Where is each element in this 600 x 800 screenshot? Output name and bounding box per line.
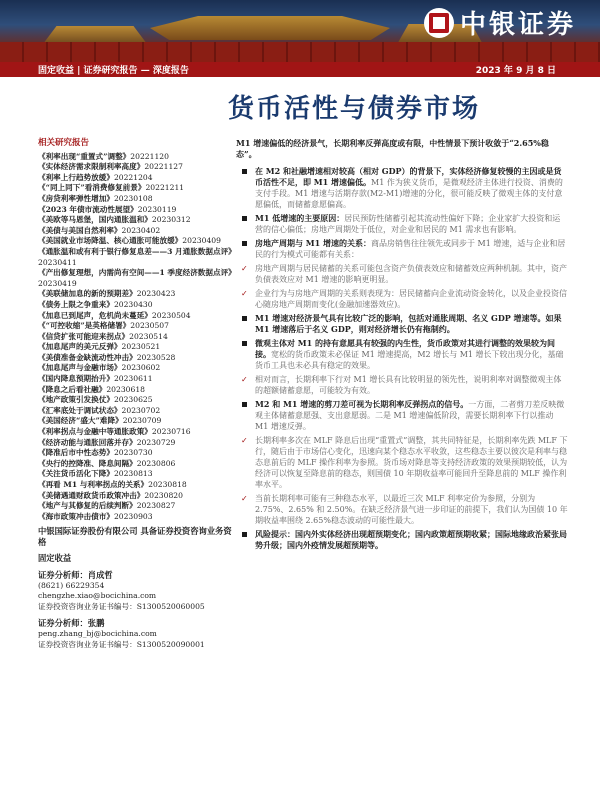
related-report-date: 20230402 (121, 225, 161, 235)
key-point-lead: 在 M2 和社融增速相对较高（相对 GDP）的背景下，实体经济修复较慢的主因或是货币活性不足，即 M1 增速偏低。 (255, 166, 562, 187)
related-report-title: 《再看 M1 与利率拐点的关系》 (38, 480, 149, 489)
key-point-lead: M1 低增速的主要原因： (255, 213, 345, 223)
related-report-date: 20230507 (130, 321, 169, 331)
related-report-date: 20230813 (113, 469, 153, 479)
palace-wall (0, 42, 600, 62)
related-report-item (38, 183, 232, 194)
related-report-date: 20230729 (136, 437, 176, 447)
report-ribbon (0, 62, 600, 77)
related-report-title: 《美债准备金缺流动性冲击》 (38, 352, 137, 362)
related-report-title: 《美储遇通财政货币政策冲击》 (38, 490, 145, 500)
key-point-lead: 微观主体对 M1 的持有意愿具有较强的内生性，货币政策对其进行调整的效果较为间接。 (255, 338, 555, 359)
analyst-email: chengzhe.xiao@bocichina.com (38, 591, 157, 601)
related-report-date: 20230818 (148, 480, 187, 489)
related-report-title: 《信贷扩张可能迎来拐点》 (38, 331, 130, 341)
related-heading: 相关研究报告 (38, 138, 90, 148)
sub-point (236, 288, 568, 310)
related-report-item (38, 300, 232, 311)
related-report-title: 《美联储加息的新的预期差》 (38, 289, 137, 299)
related-report-item (38, 194, 232, 205)
key-point-lead: M2 和 M1 增速的剪刀差可视为长期利率反弹拐点的信号。 (255, 399, 469, 409)
related-report-title: 《美国就业市场降温、核心通胀可能放缓》 (38, 236, 183, 246)
related-report-title: 《海市政策冲击债市》 (38, 511, 114, 521)
related-report-title: 《降准后市中性态势》 (38, 448, 114, 458)
related-report-date: 20230411 (38, 257, 77, 267)
key-point-text: 长期利率多次在 MLF 降息后出现“重置式”调整，其共同特征是，长期利率先跌 MLF 下行，随后由于市场信心变化，迅速向某个稳态水平收敛，这些稳态主要以彼次是利率与稳态息前后的 MLF 操作利率为参照。货币场对降息等支持经济政策的效果预期较低，认为经济可以恢复至降息前的稳态，则国债 10 年期收益率可能回升至降息前的 MLF 操作利率水平。 (255, 436, 568, 489)
sub-point (236, 263, 568, 285)
related-report-date: 20230430 (113, 299, 153, 309)
key-point-text: 房地产周期与居民储蓄的关系可能包含资产负债表效应和储蓄效应两种机制。其中，资产负债表效应对 M1 增速的影响更明显。 (255, 264, 567, 284)
related-report-item (38, 205, 232, 216)
related-report-item (38, 311, 232, 322)
key-point-lead: 房地产周期与 M1 增速的关系： (255, 238, 371, 248)
related-report-title: 《汇率底处于调试状态》 (38, 405, 122, 415)
key-point-lead: M1 增速对经济景气具有比较广泛的影响，包括对通胀周期、名义 GDP 增速等。如果 M1 增速落后于名义 GDP，则对经济增长仍有拖制约。 (255, 313, 562, 334)
related-report-item (38, 152, 232, 163)
related-report-date: 20230820 (144, 490, 183, 500)
related-report-date: 20230514 (129, 331, 168, 341)
analyst-name: 证券分析师：肖成哲 (38, 569, 113, 580)
main-content (236, 138, 568, 554)
related-report-item (38, 491, 232, 502)
related-report-title: 《地产政策引发换仗》 (38, 395, 114, 405)
key-point (236, 313, 568, 335)
related-report-date: 20230611 (113, 374, 153, 384)
related-report-title: 《地产与其修复的后续判断》 (38, 501, 137, 511)
related-report-title: 《美债与美国自然利率》 (38, 225, 122, 235)
industry-label: 固定收益 (38, 553, 72, 564)
related-report-item (38, 215, 232, 226)
related-report-item (38, 395, 232, 406)
related-report-item (38, 173, 232, 184)
related-report-title: 《“同上同下”看消费修复前景》 (38, 183, 146, 193)
related-report-item (38, 469, 232, 480)
related-report-date: 20230119 (137, 204, 177, 214)
related-report-date: 20230709 (122, 416, 162, 426)
related-report-item (38, 385, 232, 396)
key-point (236, 399, 568, 432)
related-report-date: 20230108 (113, 193, 153, 203)
page-title: 货币活性与债券市场 (228, 94, 481, 124)
left-sidebar (38, 138, 236, 650)
related-report-title: 《关注货币活化下降》 (38, 469, 114, 479)
related-report-title: 《房贷利率弹性增加》 (38, 193, 114, 203)
logo-text: 中银证券 (459, 10, 576, 40)
company-name: 中银国际证券股份有限公司 具备证券投资咨询业务资格 (38, 526, 232, 548)
related-report-date: 20230716 (151, 427, 191, 437)
related-report-item (38, 501, 232, 512)
key-point-text: 企业行为与房地产周期的关系则表现为：居民储蓄向企业流动资金转化，以及企业投资信心随房地产周期而变化(金融加速器效应)。 (255, 289, 567, 309)
key-points (236, 166, 568, 551)
related-report-date: 20230903 (113, 511, 153, 521)
related-report-date: 20230312 (151, 215, 191, 225)
key-point (236, 338, 568, 371)
key-point-text: 居民预防性储蓄引起其流动性偏好下降；企业家扩大投资和运营的信心偏低；房地产周期处于低位，对企业和居民的 M1 需求也有影响。 (255, 214, 561, 234)
related-report-item (38, 289, 232, 300)
related-report-title: 《降息之后看社融》 (38, 384, 107, 394)
key-point-text: 相对而言，长期利率下行对 M1 增长具有比较明显的领先性，说明利率对调整微观主体的超额储蓄意愿，可能较为有效。 (255, 375, 562, 395)
related-report-title: 《“可控收缩”是英格储署》 (38, 321, 131, 331)
related-report-title: 《加息已到尾声，危机尚未蔓延》 (38, 310, 152, 320)
related-report-item (38, 438, 232, 449)
related-report-date: 20230618 (106, 384, 145, 394)
related-report-date: 20230702 (121, 405, 161, 415)
related-report-item (38, 427, 232, 438)
related-report-date: 20221120 (130, 151, 169, 161)
related-report-date: 20230730 (113, 448, 153, 458)
related-report-title: 《经济动能与通胀回落并存》 (38, 437, 137, 447)
header-banner (0, 0, 600, 62)
key-point (236, 529, 568, 551)
sub-point (236, 435, 568, 490)
analyst-card (38, 618, 232, 650)
related-report-item (38, 226, 232, 237)
key-point-text: M1 作为狭义货币，是微观经济主体进行投资、消费的支付手段。M1 增速与活期存款(M2-M1)增速的分化，很可能反映了微观主体的支付意愿偏低，而储蓄意愿偏高。 (255, 178, 563, 209)
related-report-date: 20230806 (136, 458, 176, 468)
related-report-title: 《实体经济需求限制利率高度》 (38, 162, 145, 172)
sub-point (236, 374, 568, 396)
related-report-title: 《利率出现“重置式”调整》 (38, 151, 131, 161)
related-report-date: 20230827 (136, 501, 176, 511)
related-report-item (38, 406, 232, 417)
related-report-item (38, 374, 232, 385)
related-report-item (38, 448, 232, 459)
report-date: 2023 年 9 月 8 日 (475, 66, 556, 76)
related-report-item (38, 342, 232, 353)
related-report-title: 《利率拐点与金融中等通胀政策》 (38, 427, 152, 437)
analyst-phone: (8621) 66229354 (38, 580, 105, 590)
related-report-item (38, 416, 232, 427)
key-point (236, 213, 568, 235)
related-report-date: 20221127 (144, 162, 183, 172)
analyst-certificate: 证券投资咨询业务证书编号：S1300520060005 (38, 601, 205, 611)
analyst-email: peng.zhang_bj@bocichina.com (38, 628, 157, 638)
related-report-title: 《央行的控降准、降息间隔》 (38, 458, 137, 468)
palace-roof (150, 10, 390, 40)
related-report-date: 20221211 (145, 183, 185, 193)
related-report-item (38, 162, 232, 173)
related-report-title: 《美欧等马恩堡，国内通胀温和》 (38, 215, 152, 225)
key-point (236, 238, 568, 260)
related-report-item (38, 236, 232, 247)
related-report-date: 20230625 (113, 395, 153, 405)
related-report-date: 20221204 (113, 172, 153, 182)
related-report-date: 20230528 (136, 352, 176, 362)
key-point-lead: 风险提示：国内外实体经济出现超预期变化；国内政策超预期收紧；国际地缘政治紧张局势升级；国内外疫情发展超预期等。 (255, 529, 567, 550)
related-report-date: 20230409 (182, 236, 221, 246)
related-report-item (38, 459, 232, 470)
related-report-date: 20230419 (38, 278, 77, 288)
key-point-text: 商品房销售往往领先或同步于 M1 增速，适与企业和居民的行为模式可能都有关系： (255, 239, 566, 259)
key-point-text: 一方面，二者剪刀差反映微观主体储蓄意愿强、支出意愿弱。二是 M1 增速偏低阶段，需要长期利率下行以推动 M1 增速反弹。 (255, 400, 565, 431)
key-point-text: 宽松的货币政策未必保证 M1 增速提高，M2 增长与 M1 增长下较出现分化，基础货币工具也未必具有稳定的效果。 (255, 350, 564, 370)
related-report-date: 20230504 (151, 310, 191, 320)
related-report-title: 《债务上限之争重来》 (38, 299, 114, 309)
related-report-title: 《2023 年债市流动性展望》 (38, 204, 138, 214)
related-report-title: 《国内降息预期抬升》 (38, 374, 114, 384)
analyst-certificate: 证券投资咨询业务证书编号：S1300520090001 (38, 639, 205, 649)
related-report-item (38, 353, 232, 364)
key-point-text: 当前长期利率可能有三种稳态水平，以最近三次 MLF 利率定价为参照，分别为 2.75%、2.65% 和 2.50%。在缺乏经济景气进一步印证的前提下，我们认为国债 10 年期收益率围绕 2.65%稳态波动的可能性最大。 (255, 494, 568, 525)
related-report-item (38, 332, 232, 343)
related-list (38, 151, 236, 523)
related-report-item (38, 246, 236, 268)
related-report-title: 《加息尾声与金融市场》 (38, 363, 122, 373)
company-logo (424, 4, 576, 41)
related-report-date: 20230602 (121, 363, 161, 373)
analyst-list (38, 570, 232, 650)
related-report-item (38, 321, 232, 332)
related-report-title: 《美国经济“盛大”难降》 (38, 416, 123, 426)
summary: M1 增速偏低的经济景气，长期利率反弹高度或有限，中性情景下预计收敛于“2.65%稳态”。 (236, 138, 549, 159)
analyst-card (38, 570, 232, 612)
related-report-title: 《利率上行趋势放缓》 (38, 172, 114, 182)
related-report-title: 《通胀温和或有利于银行修复息差——3 月通胀数据点评》 (38, 246, 236, 256)
related-report-date: 20230521 (121, 342, 161, 352)
analyst-name: 证券分析师：张鹏 (38, 618, 105, 629)
related-report-title: 《产出修复理想，内需尚有空间——1 季度经济数据点评》 (38, 268, 236, 278)
related-report-title: 《加息尾声的美元反弹》 (38, 342, 122, 352)
related-report-date: 20230423 (136, 289, 176, 299)
related-report-item (38, 363, 232, 374)
related-report-item (38, 480, 232, 491)
related-report-item (38, 268, 236, 289)
related-report-item (38, 512, 232, 523)
report-category: 固定收益 | 证券研究报告 — 深度报告 (38, 66, 189, 76)
sub-point (236, 493, 568, 526)
boc-logo-icon (424, 8, 454, 38)
key-point (236, 166, 568, 210)
